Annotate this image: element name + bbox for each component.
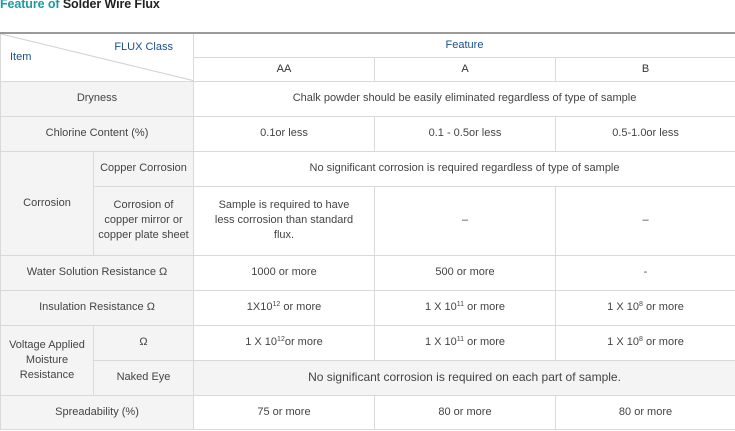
chlorine-a: 0.1 - 0.5or less	[375, 116, 556, 151]
class-b-header: B	[556, 57, 735, 81]
insulation-b: 1 X $10^8$ or more	[556, 290, 735, 325]
class-a-header: A	[375, 57, 556, 81]
voltage-a: 1 X $10^{11}$ or more	[375, 325, 556, 360]
dryness-value: Chalk powder should be easily eliminated regardless of type of sample	[194, 81, 735, 116]
copper-mirror-a: –	[375, 186, 556, 255]
spread-aa: 75 or more	[194, 395, 375, 429]
voltage-aa: 1 X $10^{12}or$ more	[194, 325, 375, 360]
class-aa-header: AA	[194, 57, 375, 81]
water-label: Water Solution Resistance Ω	[1, 255, 194, 290]
voltage-b: 1 X $10^8$ or more	[556, 325, 735, 360]
feature-header: Feature	[194, 33, 735, 57]
naked-eye-label: Naked Eye	[94, 360, 194, 395]
table-row-copper-mirror	[1, 186, 735, 255]
insulation-aa: $1X10^{12}$ or more	[194, 290, 375, 325]
voltage-ohm-label: Ω	[94, 325, 194, 360]
table-row-dryness	[1, 81, 735, 116]
copper-corrosion-value: No significant corrosion is required regardless of type of sample	[194, 151, 735, 186]
title-main: Solder Wire Flux	[62, 0, 160, 11]
voltage-label: Voltage Applied Moisture Resistance	[1, 325, 94, 395]
water-aa: 1000 or more	[194, 255, 375, 290]
insulation-label: Insulation Resistance Ω	[1, 290, 194, 325]
dryness-label: Dryness	[1, 81, 194, 116]
chlorine-label: Chlorine Content (%)	[1, 116, 194, 151]
flux-spec-table	[0, 32, 735, 430]
table-row-naked-eye	[1, 360, 735, 395]
copper-corrosion-label: Copper Corrosion	[94, 151, 194, 186]
spread-label: Spreadability (%)	[1, 395, 194, 429]
chlorine-b: 0.5-1.0or less	[556, 116, 735, 151]
naked-eye-value: No significant corrosion is required on each part of sample.	[194, 360, 735, 395]
water-b: -	[556, 255, 735, 290]
page-title	[0, 0, 160, 11]
table-row-copper-corrosion	[1, 151, 735, 186]
item-flux-class-header	[1, 33, 194, 81]
copper-mirror-label: Corrosion of copper mirror or copper plate sheet	[94, 186, 194, 255]
title-prefix: Feature of	[0, 0, 60, 11]
header-row	[1, 33, 735, 57]
copper-mirror-aa: Sample is required to have less corrosion than standard flux.	[194, 186, 375, 255]
table-row-spreadability	[1, 395, 735, 429]
item-label: Item	[10, 51, 32, 63]
spread-b: 80 or more	[556, 395, 735, 429]
table-row-chlorine	[1, 116, 735, 151]
insulation-a: 1 X $10^{11}$ or more	[375, 290, 556, 325]
flux-class-label: FLUX Class	[114, 41, 173, 53]
chlorine-aa: 0.1or less	[194, 116, 375, 151]
corrosion-label: Corrosion	[1, 151, 94, 255]
table-row-insulation	[1, 290, 735, 325]
table-row-water	[1, 255, 735, 290]
spread-a: 80 or more	[375, 395, 556, 429]
copper-mirror-b: –	[556, 186, 735, 255]
water-a: 500 or more	[375, 255, 556, 290]
table-row-voltage-ohm	[1, 325, 735, 360]
